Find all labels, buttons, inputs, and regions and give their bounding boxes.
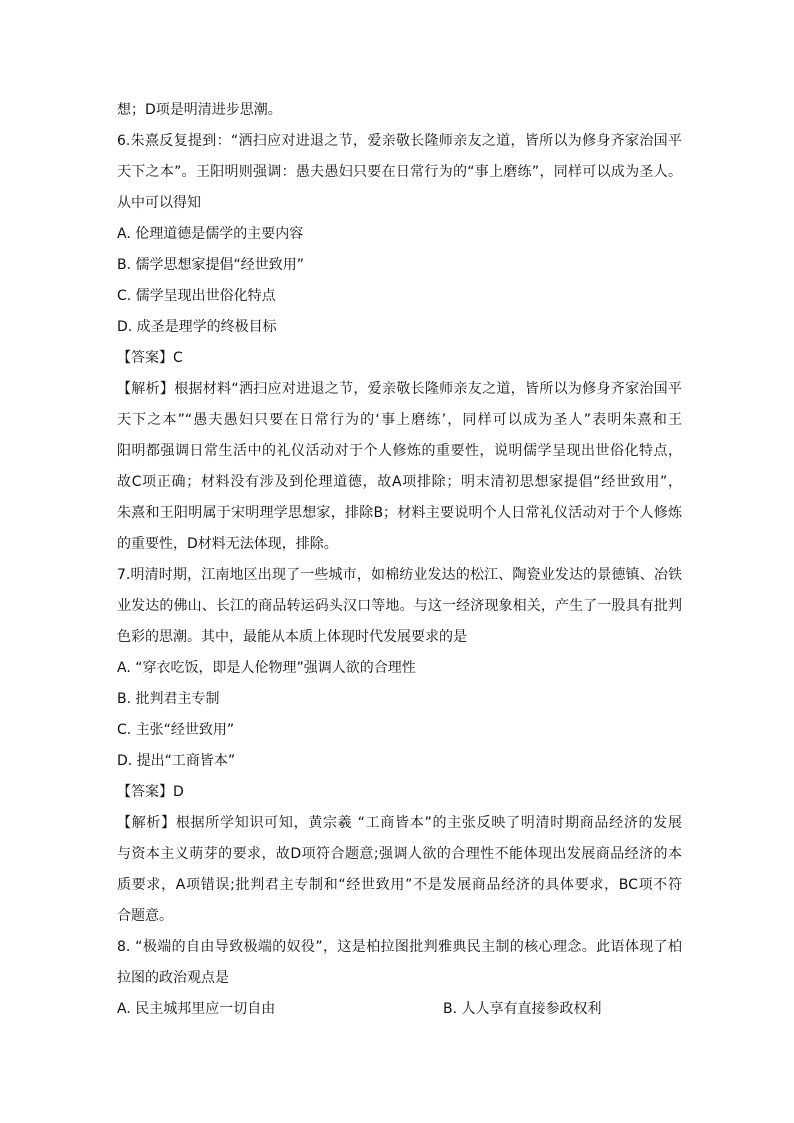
question-6-analysis: 阳明都强调日常生活中的礼仪活动对于个人修炼的重要性，说明儒学呈现出世俗化特点， <box>117 443 682 459</box>
question-6-option-d: D. 成圣是理学的终极目标 <box>117 319 277 335</box>
question-6-analysis: 朱熹和王阳明属于宋明理学思想家，排除B；材料主要说明个人日常礼仪活动对于个人修炼 <box>117 505 682 521</box>
question-8-option-a: A. 民主城邦里应一切自由 <box>117 1001 276 1017</box>
question-7-stem: 7.明清时期，江南地区出现了一些城市，如棉纺业发达的松江、陶瓷业发达的景德镇、冶铁 <box>117 567 682 583</box>
question-6-analysis: 故C项正确；材料没有涉及到伦理道德，故A项排除；明末清初思想家提倡“经世致用”， <box>117 474 682 490</box>
question-6-answer: 【答案】C <box>117 350 183 366</box>
question-7-stem: 色彩的思潮。其中，最能从本质上体现时代发展要求的是 <box>117 629 467 645</box>
question-7-analysis: 与资本主义萌芽的要求，故D项符合题意;强调人欲的合理性不能体现出发展商品经济的本 <box>117 846 682 862</box>
question-7-option-c: C. 主张“经世致用” <box>117 722 235 738</box>
question-7-analysis: 质要求，A项错误;批判君主专制和“经世致用”不是发展商品经济的具体要求，BC项不符 <box>117 877 682 893</box>
question-6-analysis: 天下之本”“愚夫愚妇只要在日常行为的‘事上磨练’，同样可以成为圣人”表明朱熹和王 <box>117 412 682 428</box>
question-7-analysis: 【解析】根据所学知识可知，黄宗羲 “工商皆本”的主张反映了明清时期商品经济的发展 <box>117 815 682 831</box>
text-line: 想；D项是明清进步思潮。 <box>117 102 282 118</box>
question-8-stem: 拉图的政治观点是 <box>117 970 229 986</box>
question-8-option-b: B. 人人享有直接参政权利 <box>443 1001 602 1017</box>
question-6-stem: 从中可以得知 <box>117 195 201 211</box>
question-6-analysis: 【解析】根据材料“洒扫应对进退之节，爱亲敬长隆师亲友之道，皆所以为修身齐家治国平 <box>117 381 682 397</box>
question-6-stem: 6.朱熹反复提到：“洒扫应对进退之节，爱亲敬长隆师亲友之道，皆所以为修身齐家治国平 <box>117 133 682 149</box>
question-7-option-a: A. “穿衣吃饭，即是人伦物理”强调人欲的合理性 <box>117 660 416 676</box>
question-6-option-c: C. 儒学呈现出世俗化特点 <box>117 288 276 304</box>
question-7-stem: 业发达的佛山、长江的商品转运码头汉口等地。与这一经济现象相关，产生了一股具有批判 <box>117 598 682 614</box>
question-8-options-row <box>117 999 682 1030</box>
question-8-stem: 8. “极端的自由导致极端的奴役”，这是柏拉图批判雅典民主制的核心理念。此语体现了柏 <box>117 939 682 955</box>
question-7-option-b: B. 批判君主专制 <box>117 691 220 707</box>
question-7-option-d: D. 提出“工商皆本” <box>117 753 236 769</box>
question-6-analysis: 的重要性，D材料无法体现，排除。 <box>117 536 338 552</box>
question-7-answer: 【答案】D <box>117 784 184 800</box>
question-6-option-b: B. 儒学思想家提倡“经世致用” <box>117 257 305 273</box>
document-page <box>117 100 682 1030</box>
question-6-stem: 天下之本”。王阳明则强调：愚夫愚妇只要在日常行为的“事上磨练”，同样可以成为圣人。 <box>117 164 682 180</box>
question-6-option-a: A. 伦理道德是儒学的主要内容 <box>117 226 304 242</box>
question-7-analysis: 合题意。 <box>117 908 173 924</box>
